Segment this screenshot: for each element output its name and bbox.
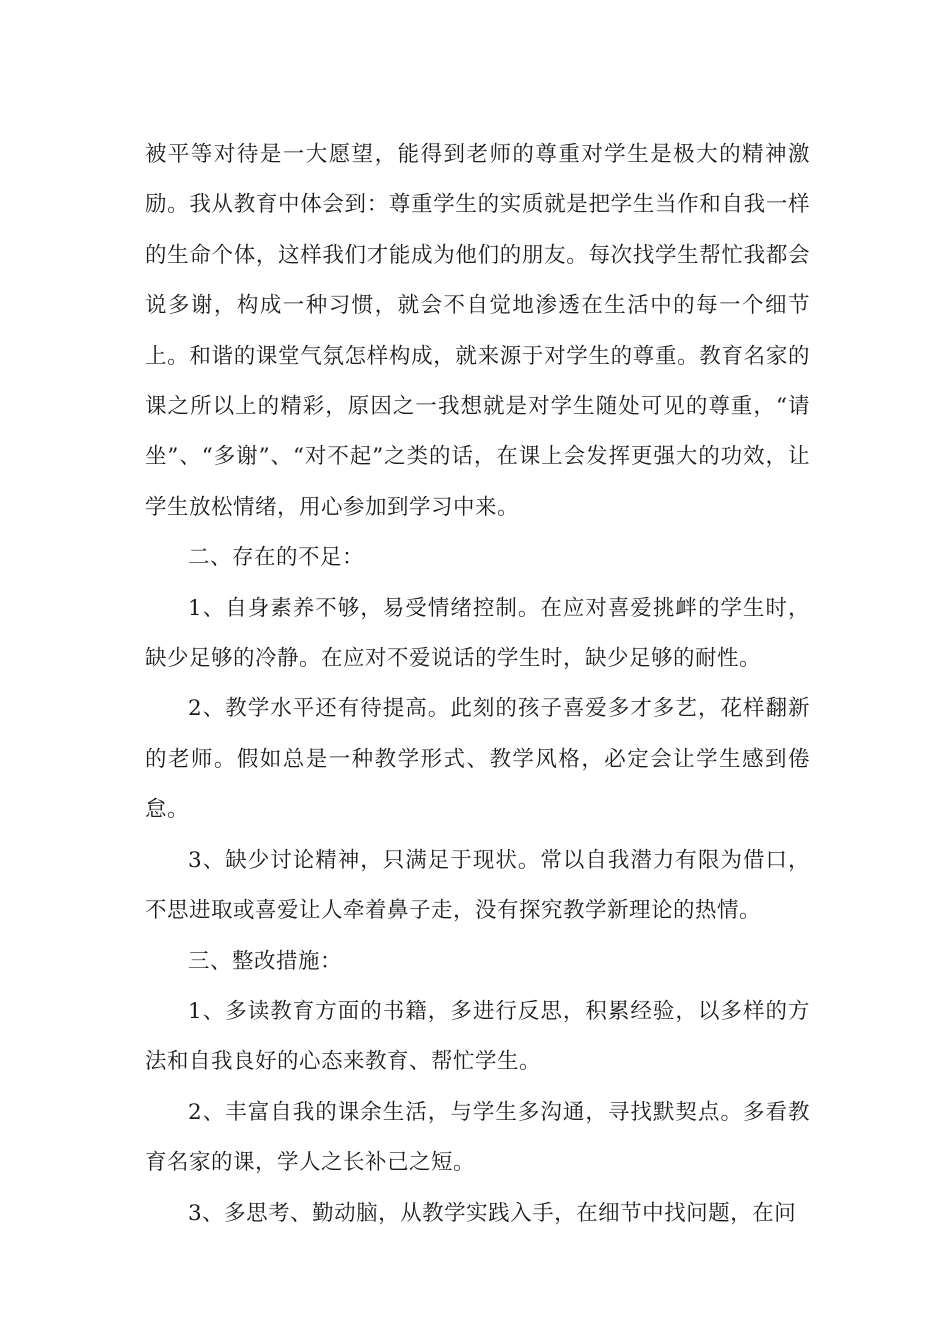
shortcoming-item-1: 1、自身素养不够，易受情绪控制。在应对喜爱挑衅的学生时，缺少足够的冷静。在应对不爱说话的学生时，缺少足够的耐性。 (145, 595, 810, 672)
measure-item-3: 3、多思考、勤动脑，从教学实践入手，在细节中找问题，在问 (188, 1200, 797, 1226)
measure-item-1: 1、多读教育方面的书籍，多进行反思，积累经验，以多样的方法和自我良好的心态来教育、帮忙学生。 (145, 998, 810, 1075)
heading-shortcomings: 二、存在的不足： (188, 545, 365, 571)
paragraph-respect-continuation: 被平等对待是一大愿望，能得到老师的尊重对学生是极大的精神激励。我从教育中体会到：尊重学生的实质就是把学生当作和自我一样的生命个体，这样我们才能成为他们的朋友。每次找学生帮忙我都会说多谢，构成一种习惯，就会不自觉地渗透在生活中的每一个细节上。和谐的课堂气氛怎样构成，就来源于对学生的尊重。教育名家的课之所以上的精彩，原因之一我想就是对学生随处可见的尊重，“请坐”、“多谢”、“对不起”之类的话，在课上会发挥更强大的功效，让学生放松情绪，用心参加到学习中来。 (145, 142, 810, 520)
shortcoming-item-3: 3、缺少讨论精神，只满足于现状。常以自我潜力有限为借口，不思进取或喜爱让人牵着鼻子走，没有探究教学新理论的热情。 (145, 847, 810, 924)
heading-measures: 三、整改措施： (188, 948, 343, 974)
shortcoming-item-2: 2、教学水平还有待提高。此刻的孩子喜爱多才多艺，花样翻新的老师。假如总是一种教学形式、教学风格，必定会让学生感到倦怠。 (145, 696, 810, 823)
measure-item-2: 2、丰富自我的课余生活，与学生多沟通，寻找默契点。多看教育名家的课，学人之长补己之短。 (145, 1099, 810, 1176)
document-body (145, 130, 810, 1239)
